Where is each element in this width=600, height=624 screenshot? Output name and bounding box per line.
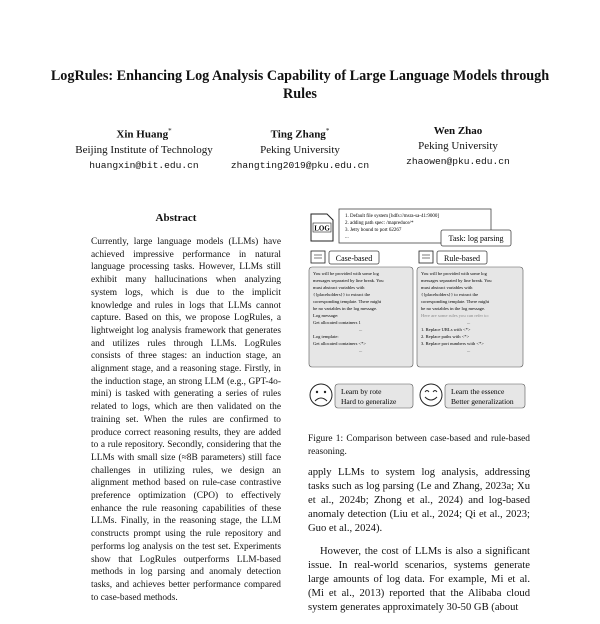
figure-1 <box>307 207 527 421</box>
author-name: Ting Zhang <box>270 128 326 141</box>
rule-based-header <box>419 251 487 264</box>
body-paragraph: apply LLMs to system log analysis, addressing tasks such as log parsing (Le and Zhang, 2023a; Xu et al., 2024b; Zhong et al., 2024) and log-based anomaly detection (Liu et al., 2024; Qi et al., 2023; Guo et al., 2024). <box>308 467 530 534</box>
rule-line: corresponding template. There might <box>421 299 490 304</box>
body-paragraph: However, the cost of LLMs is also a significant issue. In real-world scenarios, systems generate large amounts of log data. For example, Mi et al. (Mi et al., 2013) reported that the Alibaba cloud system generates approximately 30-50 GB (about <box>308 546 530 613</box>
author-3 <box>358 124 558 169</box>
author-affiliation: Peking University <box>418 140 498 152</box>
author-name: Xin Huang <box>116 128 169 141</box>
case-line: Log message: <box>313 313 339 318</box>
rule-line: ... <box>467 348 471 353</box>
happy-face-icon <box>420 384 442 406</box>
rule-line: must abstract variables with <box>421 285 473 290</box>
case-outcome-line: Learn by rote <box>341 387 382 396</box>
equal-contrib-mark: * <box>325 127 330 135</box>
body-text <box>308 466 530 624</box>
abstract-heading: Abstract <box>155 212 197 224</box>
author-email: zhangting2019@pku.edu.cn <box>230 159 370 171</box>
author-affiliation: Beijing Institute of Technology <box>75 143 213 156</box>
case-line: You will be provided with some log <box>313 271 379 276</box>
case-line: Get allocated containers 1 <box>313 320 361 325</box>
case-line: ... <box>359 327 363 332</box>
rule-line: 2. Replace paths with <*> <box>421 334 470 339</box>
rule-line: ... <box>467 320 471 325</box>
case-line: Log template: <box>313 334 339 339</box>
case-line: ... <box>359 348 363 353</box>
case-line: {{placeholders}} to extract the <box>313 292 371 297</box>
author-email: zhaowen@pku.edu.cn <box>406 156 510 167</box>
abstract-text: Currently, large language models (LLMs) have achieved impressive performance in natural language processing tasks. However, LLMs still exhibit many hallucinations when analyzing system logs, which is due to the implicit knowledge and rules in logs that LLMs cannot capture. Based on this, we propose LogRules, a lightweight log analysis framework that generates and utilizes rules through LLMs. LogRules consists of three stages: an induction stage, an alignment stage, and a reasoning stage. Firstly, in the induction stage, an strong LLM (e.g., GPT-4o-mini) is tasked with generating a series of rules related to logs, which are then validated on the training set. When the rules are confirmed to produce correct reasoning results, they are added to a rule repository. Secondly, considering that the LLMs with small size (≈8B parameters) still face challenges in utilizing rules, we design an alignment method based on rule-case contrastive preference optimization (CPO) to effectively enhance the rule reasoning capabilities of these LLMs. Finally, in the reasoning stage, the LLM constructs prompt using the rule repository and performs log analysis on the test set. Experiments show that LogRules outperforms LLM-based methods in log parsing and anomaly detection tasks, and achieves better performance compared to case-based methods. <box>91 237 281 603</box>
case-line: messages separated by line break. You <box>313 278 384 283</box>
log-file-icon <box>311 214 333 241</box>
rule-line: 3. Replace port numbers with <*> <box>421 341 484 346</box>
rule-outcome-line: Better generalization <box>451 397 514 406</box>
author-affiliation: Peking University <box>260 143 340 156</box>
log-line: ... <box>345 235 349 240</box>
rule-line: Here are some rules you can refer to: <box>421 313 489 318</box>
case-line: Get allocated containers <*> <box>313 341 367 346</box>
rule-line: messages separated by line break. You <box>421 278 492 283</box>
case-line: be no variables in the log message. <box>313 306 378 311</box>
sad-face-icon <box>310 384 332 406</box>
rule-line: be no variables in the log message. <box>421 306 486 311</box>
equal-contrib-mark: * <box>168 127 172 135</box>
rule-outcome-line: Learn the essence <box>451 387 505 396</box>
log-line: 3. Jetty bound to port 62267 <box>345 228 402 233</box>
case-based-label: Case-based <box>335 254 373 263</box>
log-line: 1. Default file system [hdfs://msra-sa-41:9000] <box>345 214 440 219</box>
author-email: huangxin@bit.edu.cn <box>89 159 199 171</box>
rule-line: {{placeholders}} to extract the <box>421 292 479 297</box>
rule-line: You will be provided with some log <box>421 271 487 276</box>
paper-title: LogRules: Enhancing Log Analysis Capability of Large Language Models through Rules <box>50 68 550 102</box>
case-based-header <box>311 251 379 264</box>
rule-line: 1. Replace URLs with <*> <box>421 327 471 332</box>
author-name: Wen Zhao <box>433 125 483 137</box>
case-line: must abstract variables with <box>313 285 365 290</box>
case-line: corresponding template. There might <box>313 299 382 304</box>
task-label: Task: log parsing <box>448 234 504 243</box>
log-icon-text: LOG <box>314 224 330 233</box>
case-outcome-line: Hard to generalize <box>341 397 397 406</box>
log-line: 2. adding path spec: /mapreduce/* <box>345 221 414 226</box>
rule-based-label: Rule-based <box>444 254 480 263</box>
figure-caption: Figure 1: Comparison between case-based and rule-based reasoning. <box>308 434 530 457</box>
